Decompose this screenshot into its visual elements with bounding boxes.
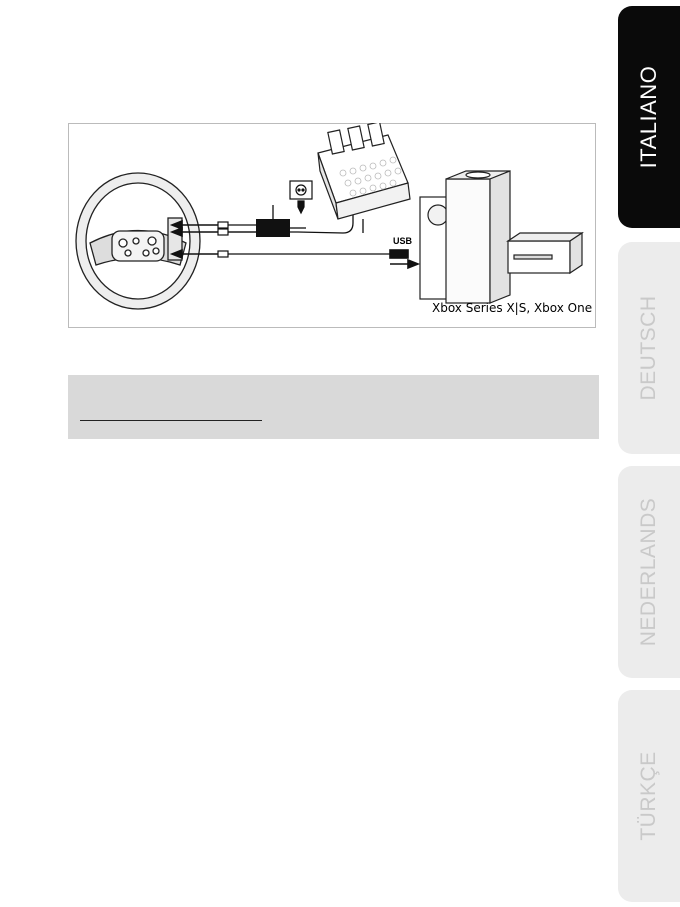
usb-label: USB bbox=[393, 236, 413, 246]
racing-wheel-illustration bbox=[76, 173, 200, 309]
note-box bbox=[68, 375, 599, 439]
tab-italiano[interactable] bbox=[618, 6, 680, 228]
tab-deutsch[interactable] bbox=[618, 242, 680, 454]
tab-turkce[interactable] bbox=[618, 690, 680, 902]
tab-italiano-label: ITALIANO bbox=[636, 65, 661, 169]
connection-diagram bbox=[68, 123, 596, 328]
language-tabs bbox=[612, 0, 680, 907]
tab-nederlands-label: NEDERLANDS bbox=[637, 497, 660, 647]
tab-nederlands[interactable] bbox=[618, 466, 680, 678]
underline-link[interactable] bbox=[80, 420, 262, 421]
power-adapter bbox=[256, 219, 290, 237]
console-caption: Xbox Series X|S, Xbox One bbox=[432, 301, 593, 315]
connection-illustration bbox=[68, 123, 596, 328]
tab-deutsch-label: DEUTSCH bbox=[637, 295, 660, 401]
tab-turkce-label: TÜRKÇE bbox=[637, 751, 660, 841]
